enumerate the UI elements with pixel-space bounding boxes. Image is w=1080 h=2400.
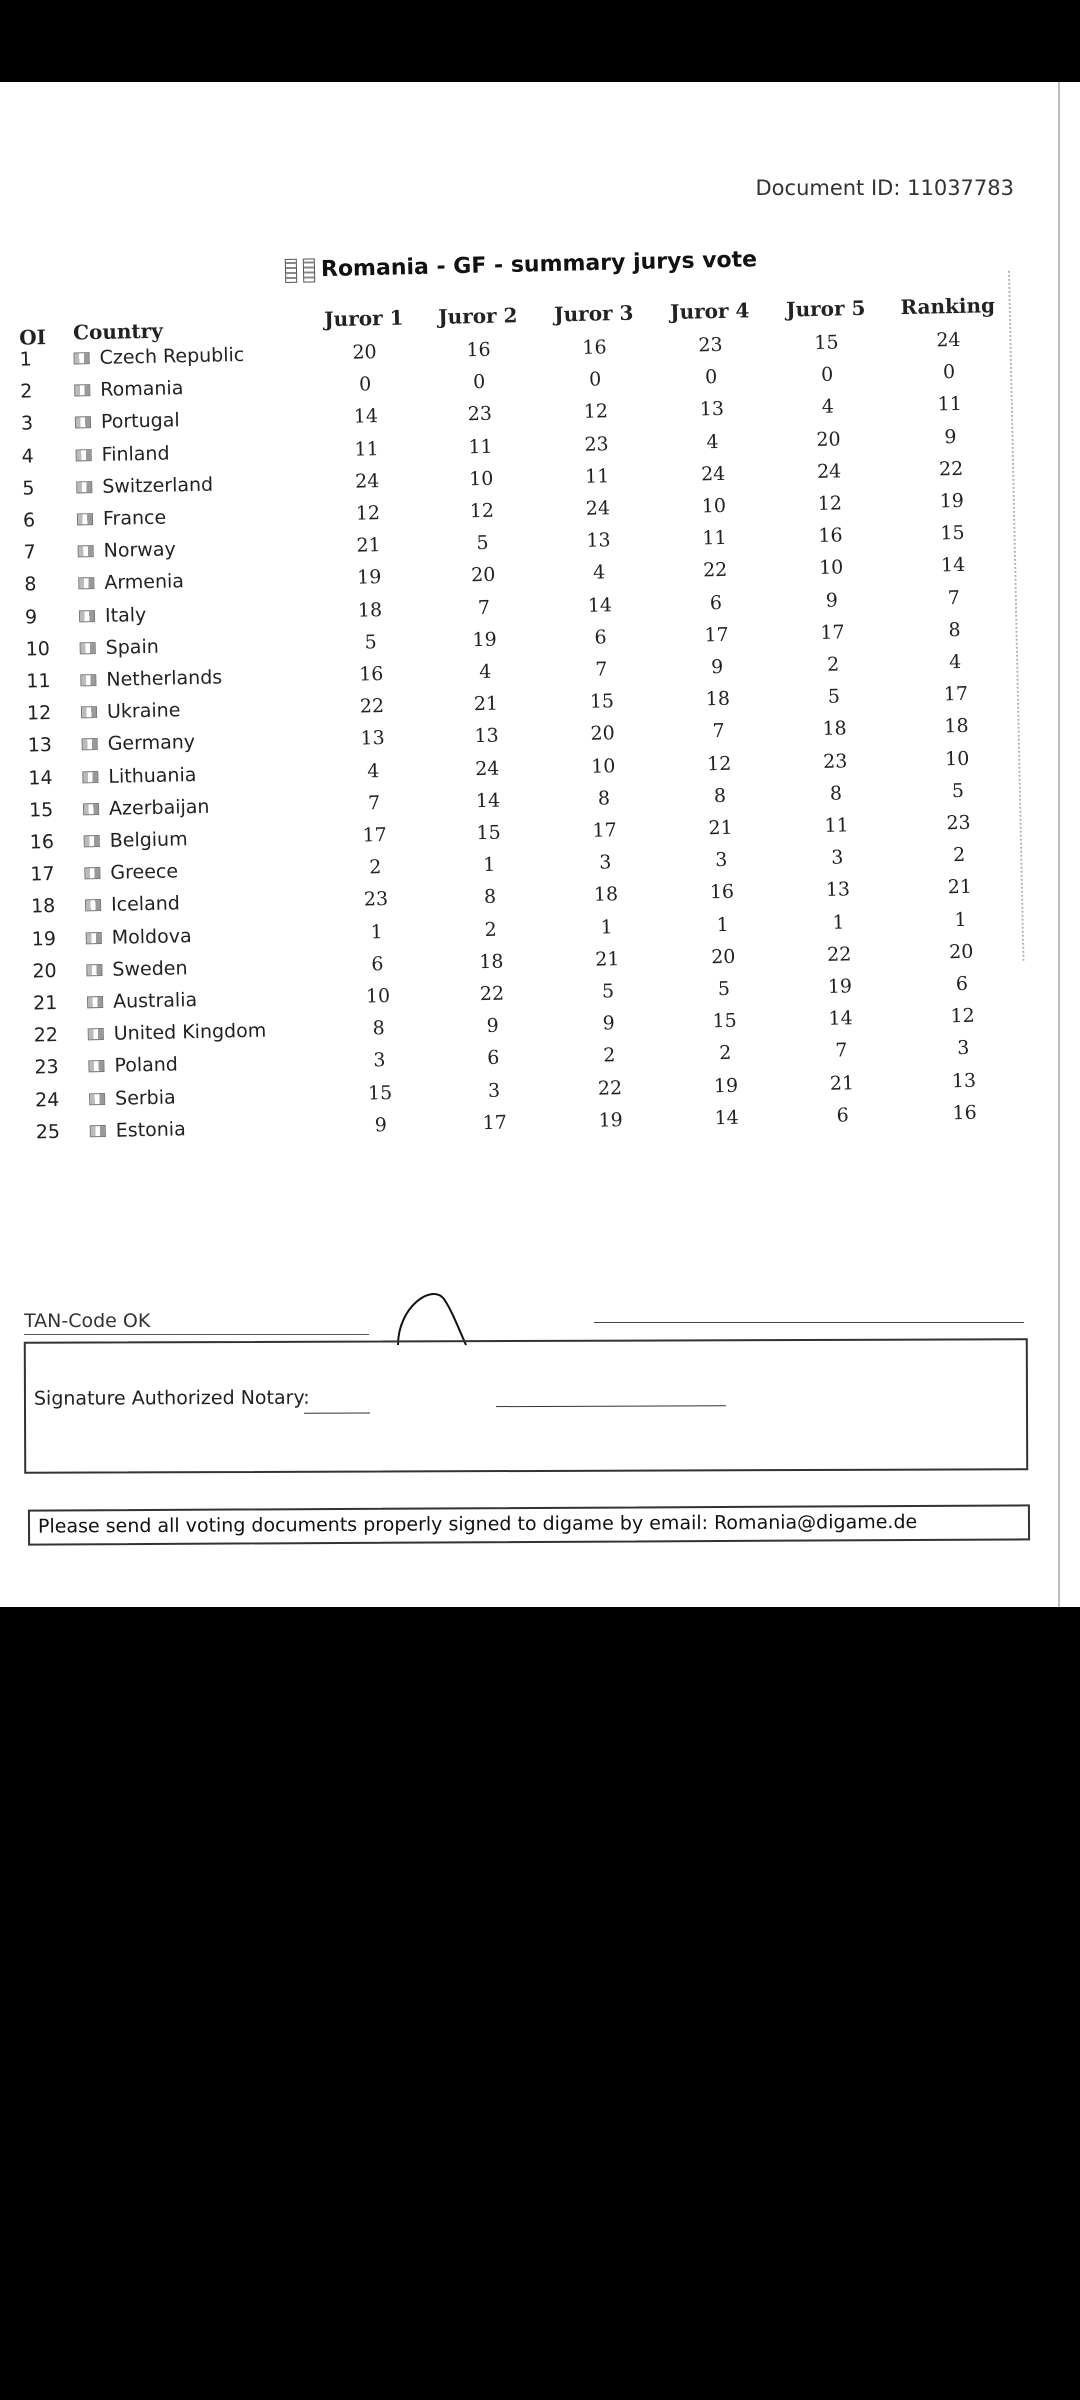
juror-4-score: 14: [714, 1106, 739, 1130]
juror-3-score: 24: [585, 497, 611, 520]
flag-icon: [86, 932, 102, 944]
juror-3-score: 14: [587, 593, 613, 617]
tan-code-line: [24, 1334, 369, 1335]
juror-2-score: 3: [487, 1079, 501, 1102]
flag-icon: [85, 899, 101, 911]
country-cell: [79, 636, 159, 660]
juror-4-score: 0: [704, 366, 718, 389]
header-juror-4: Juror 4: [669, 298, 750, 324]
country-name: Spain: [105, 635, 159, 659]
juror-1-score: 3: [373, 1049, 386, 1072]
ranking-value: 10: [944, 747, 970, 770]
juror-5-score: 23: [822, 749, 848, 773]
country-cell: [76, 473, 213, 498]
juror-3-score: 0: [588, 368, 602, 391]
flag-icon: [78, 545, 94, 557]
country-name: Germany: [107, 731, 196, 756]
country-cell: [74, 377, 184, 401]
juror-2-score: 22: [479, 982, 505, 1006]
juror-3-score: 23: [584, 432, 609, 456]
juror-4-score: 8: [713, 784, 727, 807]
country-cell: [81, 700, 181, 724]
juror-3-score: 18: [593, 883, 619, 907]
document-title: Romania - GF - summary jurys vote: [320, 247, 758, 283]
juror-4-score: 20: [710, 945, 736, 969]
juror-2-score: 16: [466, 338, 491, 362]
email-notice: Please send all voting documents properly signed to digame by email: Romania@digame.de: [28, 1504, 1030, 1545]
ranking-value: 23: [946, 811, 971, 835]
juror-2-score: 1: [483, 853, 496, 877]
juror-5-score: 2: [826, 653, 840, 676]
row-number: 3: [20, 412, 34, 435]
juror-5-score: 3: [830, 846, 844, 869]
country-name: Serbia: [114, 1086, 176, 1110]
juror-1-score: 16: [358, 663, 384, 686]
row-number: 18: [30, 895, 56, 918]
ranking-value: 18: [944, 715, 969, 738]
country-cell: [86, 925, 192, 949]
juror-1-score: 5: [364, 630, 377, 654]
ranking-value: 11: [937, 393, 963, 416]
signature-box: [24, 1338, 1028, 1474]
signature-label: Signature Authorized Notary:: [33, 1386, 310, 1410]
juror-2-score: 21: [473, 692, 499, 716]
juror-3-score: 16: [582, 336, 607, 359]
juror-1-score: 14: [353, 405, 379, 429]
juror-5-score: 21: [829, 1071, 855, 1095]
flag-icon: [83, 803, 99, 815]
juror-2-score: 15: [476, 821, 501, 845]
juror-5-score: 19: [827, 975, 853, 998]
flag-icon: [73, 352, 89, 364]
country-cell: [88, 1054, 178, 1078]
country-cell: [78, 571, 184, 595]
juror-4-score: 6: [709, 591, 723, 614]
juror-3-score: 19: [598, 1108, 624, 1132]
juror-1-score: 22: [359, 695, 385, 718]
flag-icon: [82, 738, 98, 750]
juror-4-score: 17: [704, 623, 729, 647]
juror-3-score: 22: [597, 1076, 623, 1100]
ranking-value: 5: [951, 779, 965, 802]
juror-4-score: 2: [719, 1042, 732, 1065]
country-name: Portugal: [100, 409, 180, 434]
juror-4-score: 11: [702, 527, 727, 550]
ranking-value: 3: [956, 1037, 970, 1060]
juror-5-score: 10: [818, 556, 844, 580]
juror-2-score: 6: [487, 1047, 500, 1070]
juror-1-score: 1: [370, 920, 383, 943]
row-number: 13: [27, 734, 53, 757]
flag-icon: [81, 706, 97, 718]
tan-code-label: TAN-Code OK: [24, 1310, 151, 1332]
juror-1-score: 20: [352, 341, 377, 364]
juror-5-score: 6: [836, 1104, 849, 1127]
juror-2-score: 14: [475, 789, 501, 812]
row-number: 8: [24, 573, 37, 596]
juror-2-score: 9: [486, 1014, 499, 1038]
juror-1-score: 4: [367, 759, 380, 783]
juror-3-score: 10: [590, 754, 616, 778]
juror-1-score: 11: [354, 437, 379, 461]
country-name: Sweden: [112, 957, 188, 981]
country-name: France: [102, 506, 167, 530]
ranking-value: 6: [955, 972, 969, 996]
juror-1-score: 18: [357, 598, 383, 622]
header-juror-1: Juror 1: [323, 305, 404, 332]
juror-5-score: 17: [820, 621, 845, 644]
ranking-value: 2: [952, 844, 966, 867]
juror-1-score: 10: [365, 984, 391, 1008]
flag-icon: [79, 610, 95, 622]
row-number: 24: [34, 1088, 60, 1112]
row-number: 1: [19, 348, 32, 371]
juror-1-score: 2: [369, 856, 382, 879]
juror-5-score: 12: [817, 492, 843, 515]
juror-5-score: 0: [820, 363, 834, 387]
juror-2-score: 23: [467, 403, 493, 426]
juror-2-score: 0: [472, 371, 486, 394]
row-number: 22: [33, 1024, 59, 1047]
ranking-value: 16: [952, 1101, 977, 1125]
juror-4-score: 19: [713, 1074, 739, 1097]
juror-4-score: 15: [712, 1009, 737, 1033]
document-id: [756, 176, 1015, 200]
juror-4-score: 22: [702, 559, 728, 582]
ranking-value: 13: [951, 1069, 977, 1092]
juror-4-score: 5: [717, 977, 731, 1001]
juror-5-score: 11: [824, 814, 849, 837]
country-cell: [88, 1020, 267, 1046]
country-cell: [73, 344, 244, 370]
flag-icon: [88, 1028, 104, 1040]
juror-2-score: 17: [482, 1111, 508, 1134]
page-edge: [1058, 82, 1060, 1607]
signature-line: [496, 1405, 726, 1407]
header-country: Country: [72, 318, 164, 345]
juror-4-score: 12: [706, 752, 732, 775]
flag-icon: [84, 867, 100, 879]
country-cell: [89, 1086, 176, 1110]
votes-table: [0, 261, 1035, 1144]
juror-2-score: 7: [477, 596, 491, 619]
juror-1-score: 6: [371, 952, 384, 976]
row-number: 25: [35, 1120, 61, 1144]
juror-4-score: 4: [706, 430, 719, 453]
country-name: Finland: [101, 442, 170, 466]
signature-scribble: [392, 1287, 472, 1347]
flag-icon: [74, 384, 90, 396]
country-cell: [75, 442, 169, 466]
row-number: 14: [28, 766, 53, 790]
flag-icon: [78, 577, 94, 589]
juror-3-score: 4: [592, 561, 606, 585]
juror-5-score: 8: [829, 782, 843, 805]
juror-5-score: 4: [821, 395, 835, 419]
juror-3-score: 15: [589, 690, 615, 713]
country-cell: [85, 893, 180, 917]
country-name: Poland: [114, 1053, 179, 1078]
ranking-value: 17: [943, 683, 969, 706]
ranking-value: 14: [940, 554, 966, 577]
document-id-value: 11037783: [907, 176, 1014, 200]
juror-5-score: 5: [827, 685, 841, 708]
divider-line: [594, 1322, 1024, 1323]
juror-1-score: 0: [358, 373, 372, 396]
juror-2-score: 5: [476, 532, 489, 555]
country-name: Czech Republic: [99, 343, 245, 369]
country-cell: [87, 989, 197, 1013]
juror-2-score: 8: [483, 886, 497, 909]
flag-icon: [80, 642, 96, 654]
country-cell: [81, 731, 195, 755]
country-cell: [84, 861, 178, 885]
flag-icon: [76, 481, 92, 493]
ranking-value: 9: [944, 425, 957, 448]
flag-icon: [76, 449, 92, 461]
ranking-value: 1: [954, 908, 967, 931]
juror-2-score: 13: [474, 725, 499, 748]
ranking-value: 22: [938, 457, 964, 481]
juror-3-score: 7: [594, 658, 608, 681]
ranking-value: 4: [948, 650, 962, 674]
country-name: Norway: [103, 538, 176, 563]
country-name: Netherlands: [106, 666, 223, 691]
country-name: Italy: [104, 603, 147, 627]
juror-4-score: 21: [708, 816, 733, 840]
juror-3-score: 3: [599, 851, 612, 874]
country-name: Iceland: [110, 892, 181, 917]
juror-1-score: 12: [355, 502, 381, 525]
juror-4-score: 10: [701, 494, 727, 518]
juror-3-score: 5: [601, 980, 615, 1003]
juror-4-score: 18: [705, 687, 731, 711]
juror-1-score: 8: [372, 1017, 385, 1040]
row-number: 6: [22, 509, 36, 532]
row-number: 10: [25, 637, 51, 661]
header-juror-5: Juror 5: [785, 295, 866, 322]
country-cell: [80, 666, 222, 691]
country-name: Estonia: [115, 1118, 186, 1142]
country-name: Belgium: [109, 828, 188, 852]
juror-5-score: 9: [825, 589, 839, 612]
country-cell: [83, 796, 210, 821]
juror-3-score: 12: [583, 400, 609, 424]
juror-1-score: 19: [356, 566, 382, 589]
row-number: 21: [32, 991, 58, 1015]
flag-icon: [84, 835, 100, 847]
ranking-value: 20: [948, 940, 974, 964]
row-number: 17: [30, 863, 55, 886]
ranking-value: 8: [948, 618, 961, 642]
country-name: Moldova: [111, 924, 192, 949]
juror-3-score: 17: [592, 819, 617, 842]
country-name: Greece: [110, 860, 179, 885]
juror-1-score: 13: [360, 727, 385, 750]
juror-3-score: 11: [584, 465, 610, 488]
juror-1-score: 17: [362, 824, 387, 847]
juror-5-score: 20: [816, 428, 841, 451]
juror-3-score: 21: [594, 947, 620, 971]
country-cell: [75, 410, 180, 434]
country-name: Australia: [112, 989, 198, 1013]
flag-icon: [89, 1093, 105, 1105]
ranking-value: 0: [942, 361, 956, 384]
document-id-label: Document ID:: [755, 176, 901, 200]
header-juror-2: Juror 2: [437, 303, 518, 329]
country-name: Lithuania: [108, 763, 197, 788]
country-cell: [82, 764, 196, 788]
juror-3-score: 6: [594, 626, 607, 649]
juror-2-score: 18: [479, 950, 504, 973]
juror-3-score: 2: [603, 1044, 616, 1067]
ranking-value: 7: [947, 586, 961, 609]
juror-1-score: 23: [363, 888, 389, 911]
country-cell: [79, 604, 147, 627]
juror-4-score: 9: [710, 655, 724, 679]
row-number: 5: [22, 477, 35, 500]
flag-icon: [75, 417, 91, 429]
row-number: 9: [24, 605, 38, 629]
country-cell: [77, 507, 167, 531]
row-number: 11: [26, 670, 51, 693]
juror-3-score: 9: [602, 1012, 615, 1035]
signature-line: [304, 1413, 370, 1414]
country-name: United Kingdom: [113, 1019, 267, 1045]
juror-2-score: 24: [474, 757, 500, 780]
juror-5-score: 22: [826, 943, 852, 966]
row-number: 12: [26, 702, 52, 725]
juror-2-score: 19: [472, 628, 497, 651]
country-name: Azerbaijan: [108, 795, 210, 820]
flag-icon: [86, 964, 102, 976]
row-number: 2: [20, 380, 33, 403]
juror-2-score: 4: [478, 660, 492, 684]
row-number: 23: [34, 1056, 59, 1079]
juror-4-score: 7: [712, 720, 725, 743]
juror-4-score: 13: [699, 398, 725, 421]
row-number: 20: [32, 959, 57, 983]
flag-icon: [88, 1060, 104, 1072]
juror-1-score: 7: [367, 791, 381, 815]
juror-4-score: 24: [700, 462, 726, 486]
row-number: 16: [29, 830, 55, 854]
juror-2-score: 11: [468, 435, 493, 458]
juror-5-score: 7: [835, 1039, 848, 1063]
ranking-value: 15: [940, 522, 965, 545]
juror-3-score: 8: [597, 787, 611, 810]
row-number: 7: [23, 541, 36, 564]
country-cell: [84, 828, 188, 852]
juror-5-score: 1: [832, 911, 845, 934]
juror-5-score: 16: [818, 524, 843, 548]
flag-icon: [77, 513, 93, 525]
country-cell: [90, 1118, 186, 1142]
scanned-page: [0, 82, 1080, 1607]
juror-5-score: 24: [816, 460, 842, 483]
juror-1-score: 24: [354, 469, 380, 493]
juror-4-score: 16: [709, 881, 735, 904]
juror-5-score: 15: [814, 331, 839, 354]
juror-5-score: 18: [822, 717, 847, 741]
ranking-value: 24: [936, 328, 961, 352]
juror-5-score: 13: [825, 878, 851, 902]
juror-2-score: 10: [468, 467, 494, 491]
header-juror-3: Juror 3: [553, 300, 634, 327]
juror-2-score: 12: [469, 499, 495, 523]
juror-3-score: 13: [586, 529, 611, 552]
juror-4-score: 1: [716, 913, 729, 936]
row-number: 19: [31, 927, 57, 951]
header-number: OI: [18, 325, 47, 350]
juror-4-score: 23: [698, 333, 723, 357]
juror-2-score: 2: [484, 918, 497, 941]
juror-5-score: 14: [828, 1007, 853, 1030]
country-cell: [77, 539, 176, 563]
header-ranking: Ranking: [900, 293, 996, 320]
juror-1-score: 15: [367, 1081, 393, 1105]
juror-3-score: 1: [600, 915, 613, 939]
ranking-value: 12: [950, 1004, 975, 1028]
row-number: 15: [28, 798, 54, 822]
flag-icon: [82, 771, 98, 783]
juror-4-score: 3: [714, 849, 728, 872]
ranking-value: 19: [939, 489, 965, 513]
juror-3-score: 20: [590, 722, 615, 746]
country-name: Ukraine: [106, 699, 181, 724]
flag-icon: [87, 996, 103, 1008]
flag-icon: [90, 1125, 106, 1137]
flag-icon: [80, 674, 96, 686]
ranking-value: 21: [947, 876, 973, 899]
country-name: Armenia: [104, 570, 185, 595]
row-number: 4: [21, 444, 34, 468]
country-name: Romania: [100, 377, 184, 402]
juror-1-score: 21: [356, 534, 381, 557]
country-cell: [86, 957, 188, 981]
country-name: Switzerland: [102, 473, 214, 498]
juror-1-score: 9: [374, 1113, 388, 1137]
juror-2-score: 20: [470, 564, 496, 587]
